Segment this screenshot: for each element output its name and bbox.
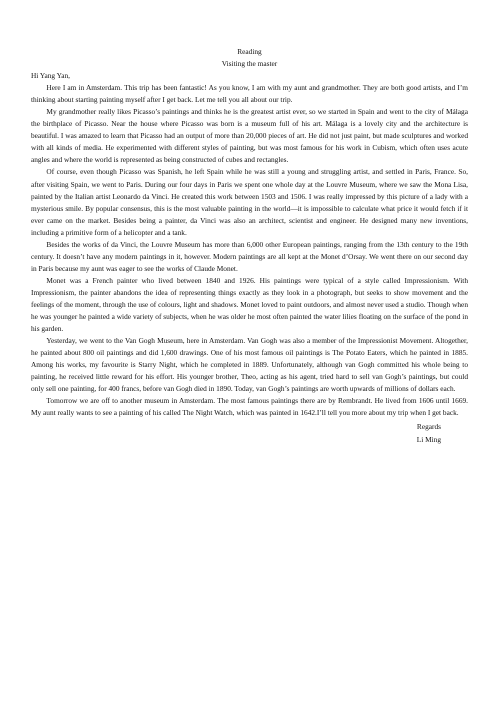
paragraph-3: Of course, even though Picasso was Spanish, he left Spain while he was still a young and struggling artist, and settled in Paris, France. So, after visiting Spain, we went to Paris. During our four days in Paris we spent one whole day at the Louvre Museum, where we saw the Mona Lisa, painted by the Italian artist Leonardo da Vinci. He created this work between 1503 and 1506. I was really impressed by this picture of a lady with a mysterious smile. By popular consensus, this is the most valuable painting in the world—it is impossible to calculate what price it would fetch if it ever came on the market. Besides being a painter, da Vinci was also an architect, scientist and engineer. He designed many new inventions, including a primitive form of a helicopter and a tank. <box>31 167 468 237</box>
paragraph-4: Besides the works of da Vinci, the Louvre Museum has more than 6,000 other European paintings, ranging from the 13th century to the 19th century. It doesn’t have any modern paintings in it, however. Modern paintings are all kept at the Monet d’Orsay. We went there on our second day in Paris because my aunt was eager to see the works of Claude Monet. <box>31 239 468 273</box>
letter-salutation: Hi Yang Yan, <box>31 71 70 81</box>
paragraph-6: Yesterday, we went to the Van Gogh Museum, here in Amsterdam. Van Gogh was also a member of the Impressionist Movement. Altogether, he painted about 800 oil paintings and did 1,600 drawings. One of his most famous oil paintings is The Potato Eaters, which he painted in 1885. Among his works, my favourite is Starry Night, which he completed in 1889. Unfortunately, although van Gogh committed his whole being to painting, he received little reward for his effort. His younger brother, Theo, acting as his agent, tried hard to sell van Gogh’s paintings, but could only sell one painting, for 400 francs, before van Gogh died in 1890. Today, van Gogh’s paintings are worth upwards of millions of dollars each. <box>31 336 468 394</box>
letter-signature: Li Ming <box>416 434 441 444</box>
paragraph-1: Here I am in Amsterdam. This trip has been fantastic! As you know, I am with my aunt and grandmother. They are both good artists, and I’m thinking about starting painting myself after I get back. Let me tell you all about our trip. <box>31 83 468 105</box>
paragraph-7: Tomorrow we are off to another museum in Amsterdam. The most famous paintings there are by Rembrandt. He lived from 1606 until 1669. My aunt really wants to see a painting of his called The Night Watch, which was painted in 1642.I’ll tell you more about my trip when I get back. <box>31 396 468 418</box>
paragraph-2: My grandmother really likes Picasso’s paintings and thinks he is the greatest artist ever, so we started in Spain and went to the city of Málaga the birthplace of Picasso. Near the house where Picasso was born is a museum full of his art. Málaga is a lovely city and the architecture is beautiful. I was amazed to learn that Picasso had an output of more than 20,000 pieces of art. He did not just paint, but made sculptures and worked with all kinds of media. He experimented with different styles of painting, but was most famous for his work in Cubism, which often uses acute angles and where the world is represented as being constructed of cubes and rectangles. <box>31 107 468 165</box>
document-subheading: Visiting the master <box>221 59 278 69</box>
document-heading: Reading <box>237 47 262 56</box>
letter-closing: Regards <box>416 422 441 432</box>
paragraph-5: Monet was a French painter who lived between 1840 and 1926. His paintings were typical of a style called Impressionism. With Impressionism, the painter abandons the idea of representing things exactly as they look in a photograph, but seeks to show movement and the feelings of the moment, through the use of colours, light and shadows. Monet loved to paint outdoors, and almost never used a studio. Though when he was younger he painted a wide variety of subjects, when he was older he most often painted the water lilies floating on the surface of the pond in his garden. <box>31 275 468 334</box>
